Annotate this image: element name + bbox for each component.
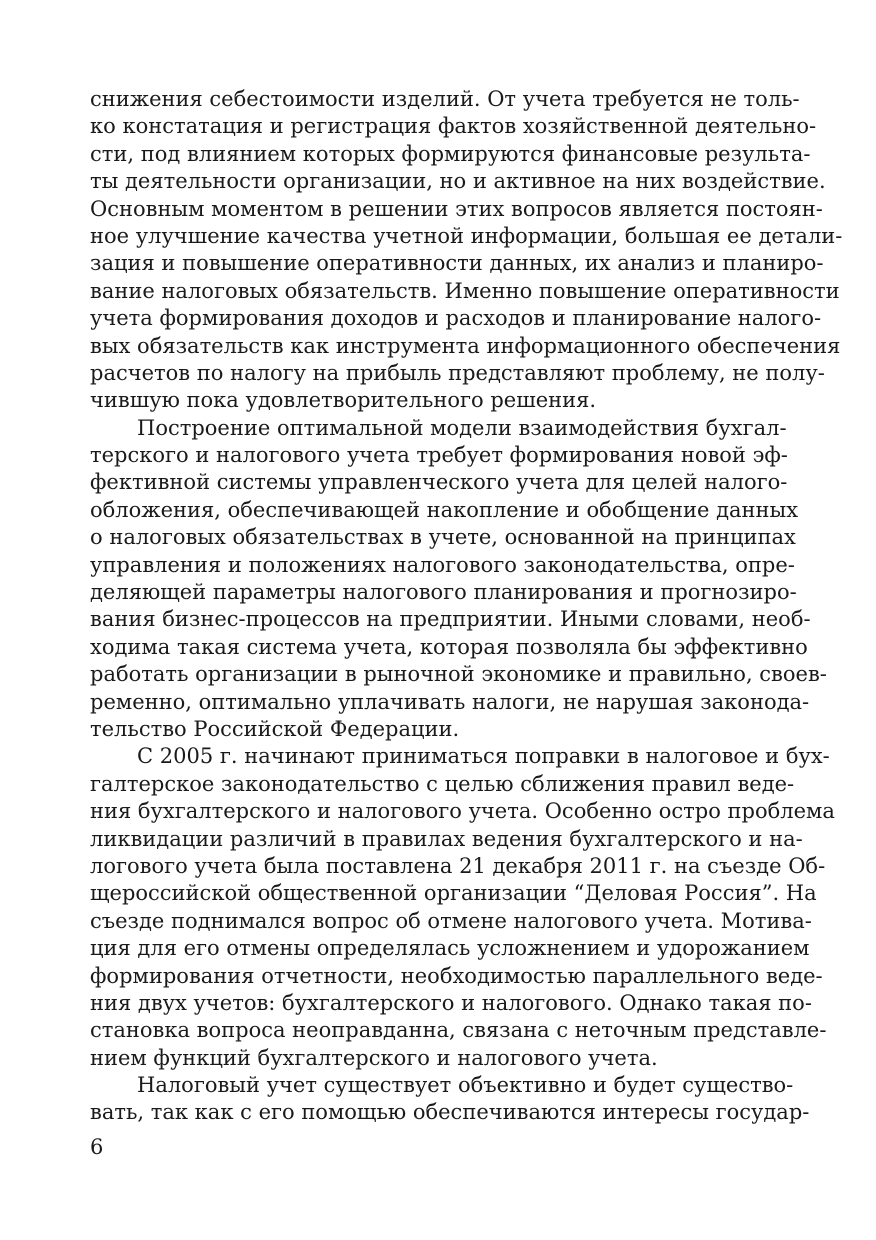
text-line: расчетов по налогу на прибыль представляют проблему, не полу- bbox=[90, 360, 825, 385]
text-line: фективной системы управленческого учета для целей налого- bbox=[90, 470, 788, 495]
text-line: терского и налогового учета требует формирования новой эф- bbox=[90, 443, 788, 468]
text-line: ты деятельности организации, но и активное на них воздействие. bbox=[90, 169, 826, 194]
text-line: становка вопроса неоправданна, связана с неточным представле- bbox=[90, 1018, 827, 1043]
text-line: учета формирования доходов и расходов и планирование налого- bbox=[90, 306, 822, 331]
text-line: съезде поднимался вопрос об отмене налогового учета. Мотива- bbox=[90, 908, 812, 933]
text-line: ходима такая система учета, которая позволяла бы эффективно bbox=[90, 634, 808, 659]
text-line: вать, так как с его помощью обеспечиваются интересы государ- bbox=[90, 1100, 810, 1125]
text-line: ликвидации различий в правилах ведения бухгалтерского и на- bbox=[90, 826, 803, 851]
text-line: ременно, оптимально уплачивать налоги, не нарушая законода- bbox=[90, 689, 810, 714]
text-line: логового учета была поставлена 21 декабря 2011 г. на съезде Об- bbox=[90, 853, 826, 878]
text-line: о налоговых обязательствах в учете, основанной на принципах bbox=[90, 525, 796, 550]
text-line: нием функций бухгалтерского и налогового учета. bbox=[90, 1045, 658, 1070]
page-number: 6 bbox=[90, 1135, 104, 1159]
text-line: ция для его отмены определялась усложнением и удорожанием bbox=[90, 936, 810, 961]
text-line: С 2005 г. начинают приниматься поправки в налоговое и бух- bbox=[137, 744, 830, 769]
paragraph bbox=[90, 415, 827, 744]
text-line: щероссийской общественной организации “Деловая Россия”. На bbox=[90, 881, 817, 906]
text-line: вания бизнес-процессов на предприятии. Иными словами, необ- bbox=[90, 607, 811, 632]
text-line: снижения себестоимости изделий. От учета требуется не толь- bbox=[90, 87, 800, 111]
text-line: зация и повышение оперативности данных, их анализ и планиро- bbox=[90, 251, 824, 276]
text-line: тельство Российской Федерации. bbox=[90, 716, 460, 741]
text-line: ния бухгалтерского и налогового учета. Особенно остро проблема bbox=[90, 799, 835, 824]
text-line: формирования отчетности, необходимостью параллельного веде- bbox=[90, 963, 823, 988]
text-line: обложения, обеспечивающей накопление и обобщение данных bbox=[90, 497, 799, 522]
text-line: Налоговый учет существует объективно и будет существо- bbox=[137, 1073, 794, 1098]
text-line: чившую пока удовлетворительного решения. bbox=[90, 388, 597, 413]
page-body bbox=[90, 86, 843, 1127]
text-line: деляющей параметры налогового планирования и прогнозиро- bbox=[90, 580, 797, 605]
text-line: работать организации в рыночной экономике и правильно, своев- bbox=[90, 662, 827, 687]
text-line: Построение оптимальной модели взаимодействия бухгал- bbox=[137, 415, 787, 440]
paragraph bbox=[90, 86, 843, 415]
paragraph bbox=[90, 743, 835, 1072]
paragraph bbox=[90, 1072, 810, 1127]
text-line: ния двух учетов: бухгалтерского и налогового. Однако такая по- bbox=[90, 990, 812, 1015]
text-line: Основным моментом в решении этих вопросов является постоян- bbox=[90, 196, 823, 221]
text-line: вание налоговых обязательств. Именно повышение оперативности bbox=[90, 278, 840, 303]
text-line: вых обязательств как инструмента информационного обеспечения bbox=[90, 333, 841, 358]
text-line: ко констатация и регистрация фактов хозяйственной деятельно- bbox=[90, 114, 817, 139]
text-line: сти, под влиянием которых формируются финансовые результа- bbox=[90, 141, 811, 166]
text-line: управления и положениях налогового законодательства, опре- bbox=[90, 552, 795, 577]
text-line: ное улучшение качества учетной информации, большая ее детали- bbox=[90, 223, 843, 248]
text-line: галтерское законодательство с целью сближения правил веде- bbox=[90, 771, 795, 796]
